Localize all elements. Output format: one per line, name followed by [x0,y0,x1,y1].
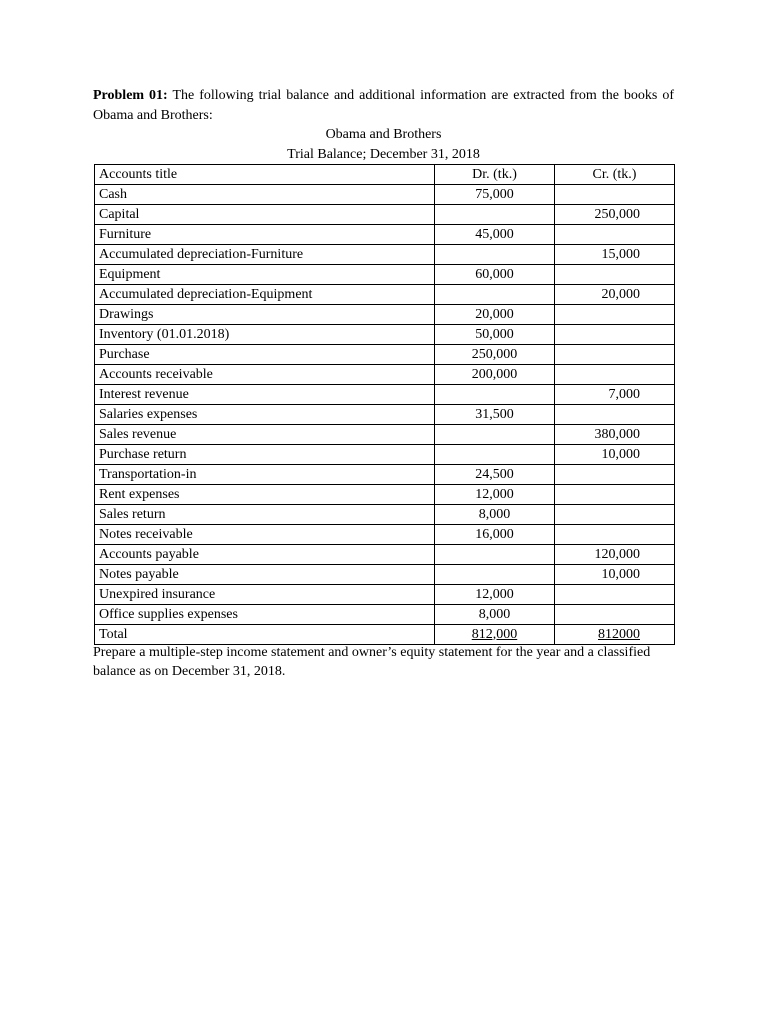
total-row [95,625,675,645]
account-title-cell: Rent expenses [95,485,435,505]
debit-cell: 75,000 [435,185,555,205]
credit-cell [555,365,675,385]
account-title-cell: Cash [95,185,435,205]
credit-cell [555,265,675,285]
debit-cell: 16,000 [435,525,555,545]
header-debit: Dr. (tk.) [435,165,555,185]
credit-cell [555,225,675,245]
table-row [95,485,675,505]
table-row [95,205,675,225]
table-row [95,365,675,385]
account-title-cell: Inventory (01.01.2018) [95,325,435,345]
account-title-cell: Drawings [95,305,435,325]
debit-cell: 250,000 [435,345,555,365]
problem-text: The following trial balance and additional information are extracted from the books of Obama and Brothers: [93,88,675,123]
table-row [95,305,675,325]
table-row [95,225,675,245]
account-title-cell: Furniture [95,225,435,245]
header-accounts-title: Accounts title [95,165,435,185]
credit-cell [555,325,675,345]
credit-cell [555,185,675,205]
credit-cell [555,505,675,525]
table-row [95,525,675,545]
debit-cell: 20,000 [435,305,555,325]
table-row [95,465,675,485]
problem-label: Problem 01: [93,88,168,103]
credit-cell: 20,000 [555,285,675,305]
debit-cell: 31,500 [435,405,555,425]
credit-cell: 120,000 [555,545,675,565]
credit-cell [555,605,675,625]
credit-cell [555,585,675,605]
table-row [95,585,675,605]
debit-cell [435,565,555,585]
total-credit-cell-value: 812000 [598,626,640,642]
table-row [95,565,675,585]
account-title-cell: Sales return [95,505,435,525]
account-title-cell: Capital [95,205,435,225]
credit-cell [555,345,675,365]
total-debit-cell-value: 812,000 [471,626,518,642]
debit-cell [435,285,555,305]
table-row [95,325,675,345]
account-title-cell: Notes receivable [95,525,435,545]
instruction-text: Prepare a multiple-step income statement and owner’s equity statement for the year and a classified balance as on December 31, 2018. [93,645,651,679]
credit-cell: 10,000 [555,565,675,585]
debit-cell: 60,000 [435,265,555,285]
credit-cell [555,465,675,485]
debit-cell: 200,000 [435,365,555,385]
debit-cell: 50,000 [435,325,555,345]
debit-cell [435,545,555,565]
debit-cell: 24,500 [435,465,555,485]
account-title-cell: Interest revenue [95,385,435,405]
trial-balance-body [95,165,675,645]
table-row [95,505,675,525]
account-title-cell: Accumulated depreciation-Equipment [95,285,435,305]
table-row [95,245,675,265]
account-title-cell: Transportation-in [95,465,435,485]
credit-cell: 380,000 [555,425,675,445]
account-title-cell: Salaries expenses [95,405,435,425]
account-title-cell: Purchase return [95,445,435,465]
total-label-cell: Total [95,625,435,645]
table-row [95,445,675,465]
table-row [95,285,675,305]
table-row [95,425,675,445]
account-title-cell: Notes payable [95,565,435,585]
table-row [95,545,675,565]
debit-cell: 8,000 [435,505,555,525]
debit-cell [435,385,555,405]
account-title-cell: Unexpired insurance [95,585,435,605]
credit-cell [555,405,675,425]
account-title-cell: Purchase [95,345,435,365]
debit-cell: 12,000 [435,485,555,505]
account-title-cell: Equipment [95,265,435,285]
table-row [95,345,675,365]
company-name: Obama and Brothers [325,127,442,142]
account-title-cell: Sales revenue [95,425,435,445]
table-row [95,385,675,405]
credit-cell [555,485,675,505]
credit-cell: 10,000 [555,445,675,465]
debit-cell [435,425,555,445]
debit-cell [435,205,555,225]
debit-cell [435,445,555,465]
table-row [95,405,675,425]
debit-cell [435,245,555,265]
account-title-cell: Accounts payable [95,545,435,565]
debit-cell: 12,000 [435,585,555,605]
debit-cell: 45,000 [435,225,555,245]
table-row [95,605,675,625]
account-title-cell: Office supplies expenses [95,605,435,625]
header-credit: Cr. (tk.) [555,165,675,185]
table-header-row [95,165,675,185]
credit-cell: 250,000 [555,205,675,225]
table-row [95,265,675,285]
credit-cell: 15,000 [555,245,675,265]
credit-cell [555,525,675,545]
credit-cell: 7,000 [555,385,675,405]
account-title-cell: Accounts receivable [95,365,435,385]
debit-cell: 8,000 [435,605,555,625]
account-title-cell: Accumulated depreciation-Furniture [95,245,435,265]
trial-balance-table [94,164,675,645]
total-credit-cell [555,625,675,645]
statement-title: Trial Balance; December 31, 2018 [287,147,480,162]
total-debit-cell [435,625,555,645]
credit-cell [555,305,675,325]
table-row [95,185,675,205]
problem-statement [93,86,674,126]
